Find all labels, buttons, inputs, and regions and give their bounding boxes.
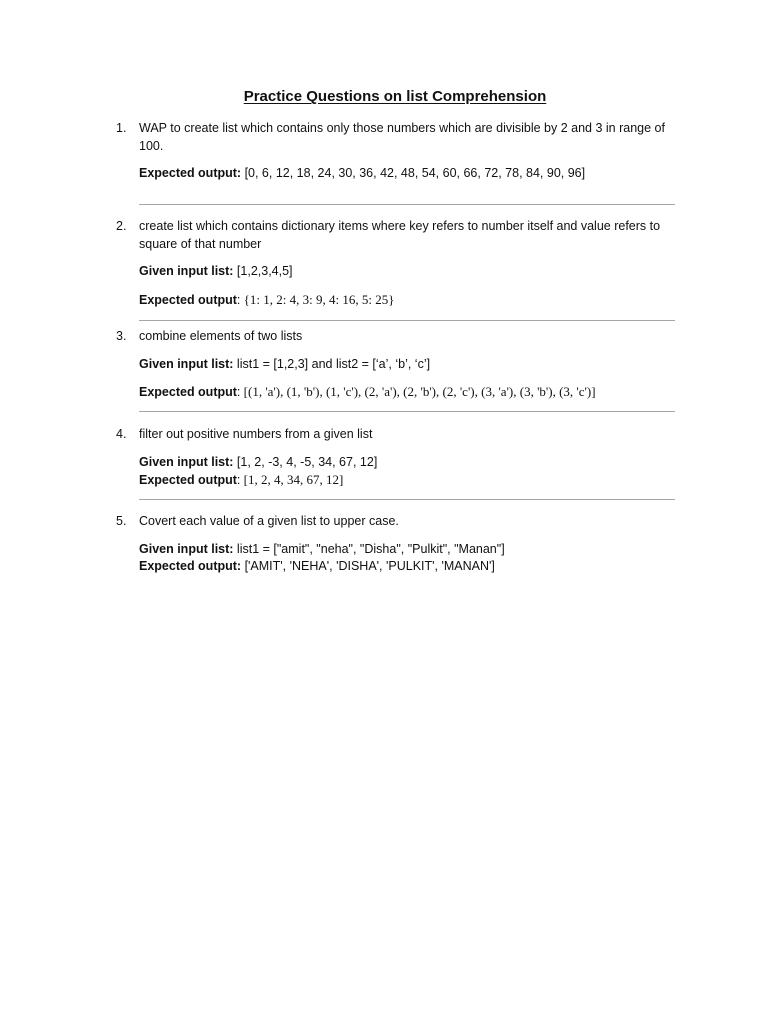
given-input-label: Given input list: bbox=[139, 541, 234, 556]
divider bbox=[139, 320, 675, 321]
expected-output-value: [1, 2, 4, 34, 67, 12] bbox=[240, 472, 344, 487]
given-input-line bbox=[139, 454, 686, 472]
given-input-label: Given input list: bbox=[139, 454, 234, 469]
question-number: 3. bbox=[116, 329, 127, 343]
expected-output-label: Expected output bbox=[139, 473, 237, 487]
expected-output-line bbox=[139, 291, 686, 310]
question-text: combine elements of two lists bbox=[139, 329, 303, 343]
question-text: create list which contains dictionary items where key refers to number itself and value refers to square of that number bbox=[139, 219, 661, 251]
given-input-value: [1, 2, -3, 4, -5, 34, 67, 12] bbox=[233, 454, 378, 469]
question-text: WAP to create list which contains only those numbers which are divisible by 2 and 3 in range of 100. bbox=[139, 121, 665, 153]
expected-output-value: [0, 6, 12, 18, 24, 30, 36, 42, 48, 54, 60, 66, 72, 78, 84, 90, 96] bbox=[241, 166, 586, 180]
given-input-value: list1 = [1,2,3] and list2 = [‘a’, ‘b’, ‘c’] bbox=[233, 356, 431, 371]
expected-output-line bbox=[139, 471, 686, 490]
question-5 bbox=[116, 513, 686, 576]
expected-output-label: Expected output: bbox=[139, 559, 242, 573]
expected-output-line bbox=[139, 383, 686, 402]
expected-output-value: ['AMIT', 'NEHA', 'DISHA', 'PULKIT', 'MANAN'] bbox=[241, 559, 495, 573]
given-input-line bbox=[139, 541, 686, 559]
page-title: Practice Questions on list Comprehension bbox=[243, 88, 547, 105]
given-input-value: list1 = ["amit", "neha", "Disha", "Pulkit", "Manan"] bbox=[233, 541, 505, 556]
expected-output-value: {1: 1, 2: 4, 3: 9, 4: 16, 5: 25} bbox=[240, 291, 395, 307]
divider bbox=[139, 204, 675, 205]
expected-output-line bbox=[139, 558, 686, 576]
question-number: 5. bbox=[116, 514, 127, 528]
given-input-label: Given input list: bbox=[139, 264, 234, 278]
question-2 bbox=[116, 218, 686, 309]
question-text: Covert each value of a given list to upper case. bbox=[139, 514, 399, 528]
divider bbox=[139, 411, 675, 412]
expected-output-label: Expected output: bbox=[139, 166, 242, 180]
given-input-line bbox=[139, 356, 686, 374]
question-number: 4. bbox=[116, 427, 127, 441]
question-text: filter out positive numbers from a given list bbox=[139, 427, 373, 441]
question-1 bbox=[116, 120, 686, 183]
question-number: 1. bbox=[116, 121, 127, 135]
given-input-value: [1,2,3,4,5] bbox=[233, 264, 293, 278]
given-input-label: Given input list: bbox=[139, 356, 234, 371]
divider bbox=[139, 499, 675, 500]
question-number: 2. bbox=[116, 219, 127, 233]
expected-output-line bbox=[139, 165, 686, 183]
given-input-line bbox=[139, 263, 686, 281]
expected-output-colon: : bbox=[236, 292, 241, 307]
question-4 bbox=[116, 426, 686, 490]
expected-output-value: [(1, 'a'), (1, 'b'), (1, 'c'), (2, 'a'), (2, 'b'), (2, 'c'), (3, 'a'), (3, 'b'), (3, 'c')] bbox=[240, 384, 596, 399]
expected-output-colon: : bbox=[236, 385, 241, 399]
expected-output-label: Expected output bbox=[139, 385, 237, 399]
expected-output-colon: : bbox=[236, 473, 241, 487]
expected-output-label: Expected output bbox=[139, 292, 237, 307]
question-3 bbox=[116, 328, 686, 402]
